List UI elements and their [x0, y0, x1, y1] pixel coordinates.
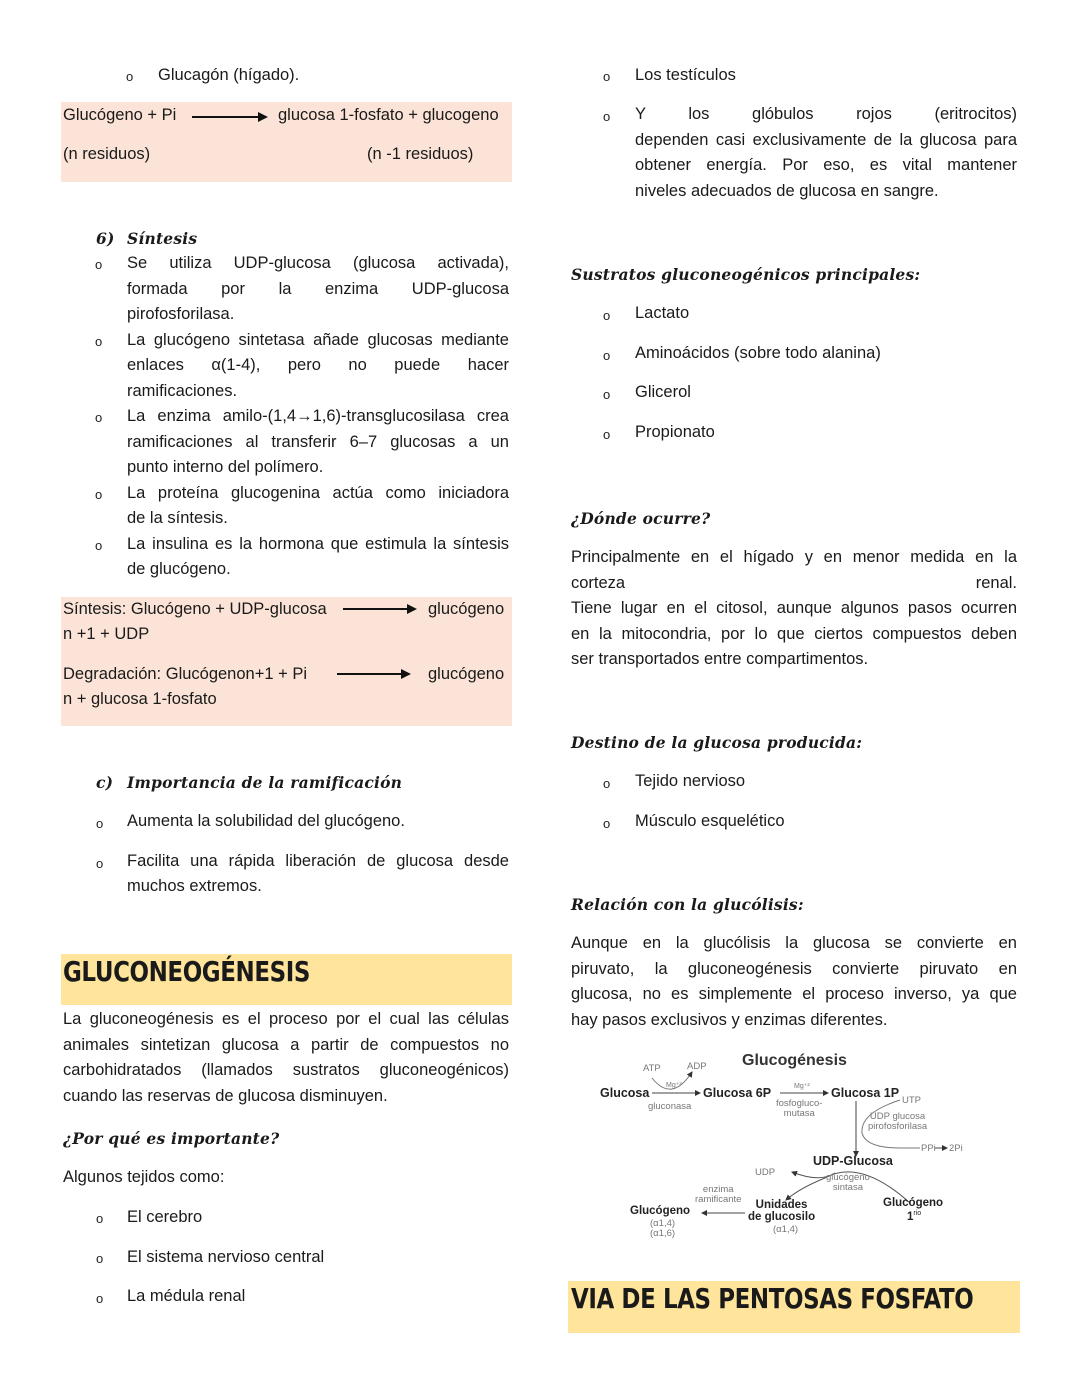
- bullet-icon: o: [603, 816, 611, 831]
- reaction-product: glucosa 1-fosfato + glucogeno: [278, 106, 499, 124]
- diagram-node-glucosa: Glucosa: [600, 1086, 650, 1100]
- diagram-label-gluconasa: gluconasa: [648, 1101, 692, 1112]
- diagram-node-glucogeno: Glucógeno: [630, 1205, 691, 1217]
- diagram-node-glucosa-1p: Glucosa 1P: [831, 1086, 900, 1100]
- bullet-icon: o: [96, 856, 104, 871]
- bullet-icon: o: [95, 537, 103, 553]
- degradation-reaction-cont: n + glucosa 1-fosfato: [63, 690, 217, 708]
- bullet-icon: o: [95, 410, 103, 425]
- section-label: c): [96, 773, 114, 792]
- list-item: Glicerol: [635, 383, 691, 401]
- subheading-relacion: Relación con la glucólisis:: [571, 895, 804, 914]
- donde-paragraph: Principalmente en el hígado y en menor medida en la corteza renal. Tiene lugar en el citosol, aunque algunos pasos ocurren en la mitocondria, por lo que ciertos compuestos deben ser transportados entre compartimentos.: [571, 548, 1017, 668]
- diagram-label-mg: Mg⁺²: [794, 1083, 810, 1090]
- list-item: o La insulina es la hormona que estimula la síntesis de glucógeno.: [95, 534, 509, 578]
- diagram-label-bonds: (α1,4) (α1,6): [650, 1218, 676, 1239]
- diagram-node-glucosa-6p: Glucosa 6P: [703, 1086, 772, 1100]
- list-item: Tejido nervioso: [635, 772, 746, 790]
- section-title-sintesis: Síntesis: [127, 229, 198, 248]
- degradation-reaction-left: Degradación: Glucógenon+1 + Pi: [63, 665, 308, 683]
- diagram-node-udp-glucosa: UDP-Glucosa: [813, 1154, 893, 1168]
- synthesis-reaction-right: glucógeno: [428, 600, 505, 618]
- glucogenesis-diagram: [590, 1048, 970, 1248]
- list-item: El sistema nervioso central: [127, 1248, 325, 1266]
- subheading-sustratos: Sustratos gluconeogénicos principales:: [571, 265, 921, 284]
- diagram-label-glycogen-synthase: glucógeno sintasa: [826, 1172, 870, 1193]
- list-item: o Se utiliza UDP-glucosa (glucosa activada), formada por la enzima UDP-glucosa pirofosforilasa.: [95, 254, 509, 323]
- degradation-reaction-right: glucógeno: [428, 665, 505, 683]
- bullet-icon: o: [603, 427, 611, 442]
- section-label: 6): [96, 229, 115, 248]
- diagram-node-unidades-glucosilo: Unidades de glucosilo: [748, 1199, 816, 1223]
- list-item: Músculo esquelético: [635, 812, 785, 830]
- bullet-icon: o: [603, 387, 611, 402]
- list-item: Lactato: [635, 304, 690, 322]
- bullet-icon: o: [603, 776, 611, 791]
- diagram-label-udp: UDP: [755, 1167, 776, 1178]
- bullet-icon: o: [603, 348, 611, 363]
- section-title-ramificacion: Importancia de la ramificación: [127, 773, 403, 792]
- diagram-label-2pi: 2Pi: [949, 1143, 963, 1154]
- bullet-icon: o: [95, 486, 103, 502]
- list-item: La médula renal: [127, 1287, 246, 1305]
- list-item: Glucagón (hígado).: [158, 66, 300, 84]
- bullet-icon: o: [96, 1291, 104, 1306]
- diagram-label-branching-enzyme: enzima ramificante: [695, 1184, 742, 1205]
- reaction-arrow-icon: [343, 608, 415, 610]
- list-item: Y los glóbulos rojos (eritrocitos) dependen casi exclusivamente de la glucosa para obtener energía. Por eso, es vital mantener niveles adecuados de glucosa en sangre.: [635, 105, 1017, 200]
- list-item: o La glucógeno sintetasa añade glucosas mediante enlaces α(1-4), pero no puede hacer ramificaciones.: [95, 330, 509, 400]
- bullet-icon: o: [96, 1251, 104, 1266]
- list-item: El cerebro: [127, 1208, 203, 1226]
- list-item-cont: muchos extremos.: [127, 877, 262, 895]
- diagram-label-fosfoglucomutasa: fosfogluco- mutasa: [776, 1098, 823, 1119]
- reaction-arrow-icon: [192, 116, 266, 118]
- diagram-label-udp-pyrophosphorylase: UDP glucosa pirofosforilasa: [868, 1111, 928, 1132]
- diagram-label-utp: UTP: [902, 1095, 921, 1106]
- reaction-product-note: (n -1 residuos): [367, 145, 474, 163]
- diagram-label-adp: ADP: [687, 1061, 707, 1072]
- list-item: Aminoácidos (sobre todo alanina): [635, 344, 881, 362]
- reaction-arrow-icon: [337, 673, 409, 675]
- synthesis-reaction-cont: n +1 + UDP: [63, 625, 150, 643]
- synthesis-reaction-left: Síntesis: Glucógeno + UDP-glucosa: [63, 600, 327, 618]
- diagram-label-bond: (α1,4): [773, 1224, 799, 1235]
- tissues-intro: Algunos tejidos como:: [63, 1168, 225, 1186]
- section-heading-gluconeogenesis: GLUCONEOGÉNESIS: [63, 955, 310, 988]
- list-item: Aumenta la solubilidad del glucógeno.: [127, 812, 405, 830]
- reaction-reactant-note: (n residuos): [63, 145, 151, 163]
- list-item: Los testículos: [635, 66, 736, 84]
- bullet-icon: o: [603, 69, 611, 84]
- list-item: Propionato: [635, 423, 715, 441]
- diagram-label-atp: ATP: [643, 1063, 661, 1074]
- bullet-icon: o: [95, 257, 103, 272]
- relacion-paragraph: Aunque en la glucólisis la glucosa se convierte en piruvato, la gluconeogénesis convierte piruvato en glucosa, no es simplemente el proceso inverso, ya que hay pasos exclusivos y enzimas diferentes.: [571, 934, 1017, 1029]
- list-item: Facilita una rápida liberación de glucosa desde: [127, 852, 509, 870]
- list-item: o La enzima amilo-(1,4→1,6)-transglucosilasa crea ramificaciones al transferir 6–7 glucosas a un punto interno del polímero.: [95, 407, 509, 476]
- bullet-icon: o: [95, 333, 103, 349]
- section-heading-pentosas: VIA DE LAS PENTOSAS FOSFATO: [571, 1282, 974, 1315]
- diagram-node-glucogeno-primario: Glucógeno: [883, 1197, 944, 1209]
- subheading-destino: Destino de la glucosa producida:: [571, 733, 863, 752]
- diagram-title: Glucogénesis: [742, 1052, 847, 1069]
- sintesis-list: [63, 251, 509, 583]
- list-item: o La proteína glucogenina actúa como iniciadora de la síntesis.: [95, 483, 509, 527]
- bullet-icon: o: [603, 308, 611, 323]
- bullet-icon: o: [126, 69, 134, 84]
- bullet-icon: o: [96, 816, 104, 831]
- subheading-why-important: ¿Por qué es importante?: [63, 1129, 280, 1148]
- diagram-label-mg: Mg⁺²: [666, 1082, 682, 1089]
- intro-paragraph: La gluconeogénesis es el proceso por el cual las células animales sintetizan glucosa a partir de compuestos no carbohidratados (llamados sustratos gluconeogénicos) cuando las reservas de glucosa disminuyen.: [63, 1010, 509, 1105]
- bullet-icon: o: [603, 109, 611, 124]
- bullet-icon: o: [96, 1211, 104, 1226]
- subheading-donde-ocurre: ¿Dónde ocurre?: [571, 509, 711, 528]
- diagram-label-ppi: PPi: [921, 1143, 936, 1154]
- diagram-node-glucogeno-primario-sub: $1^{rio}$: [907, 1210, 922, 1223]
- reaction-reactant: Glucógeno + Pi: [63, 106, 177, 124]
